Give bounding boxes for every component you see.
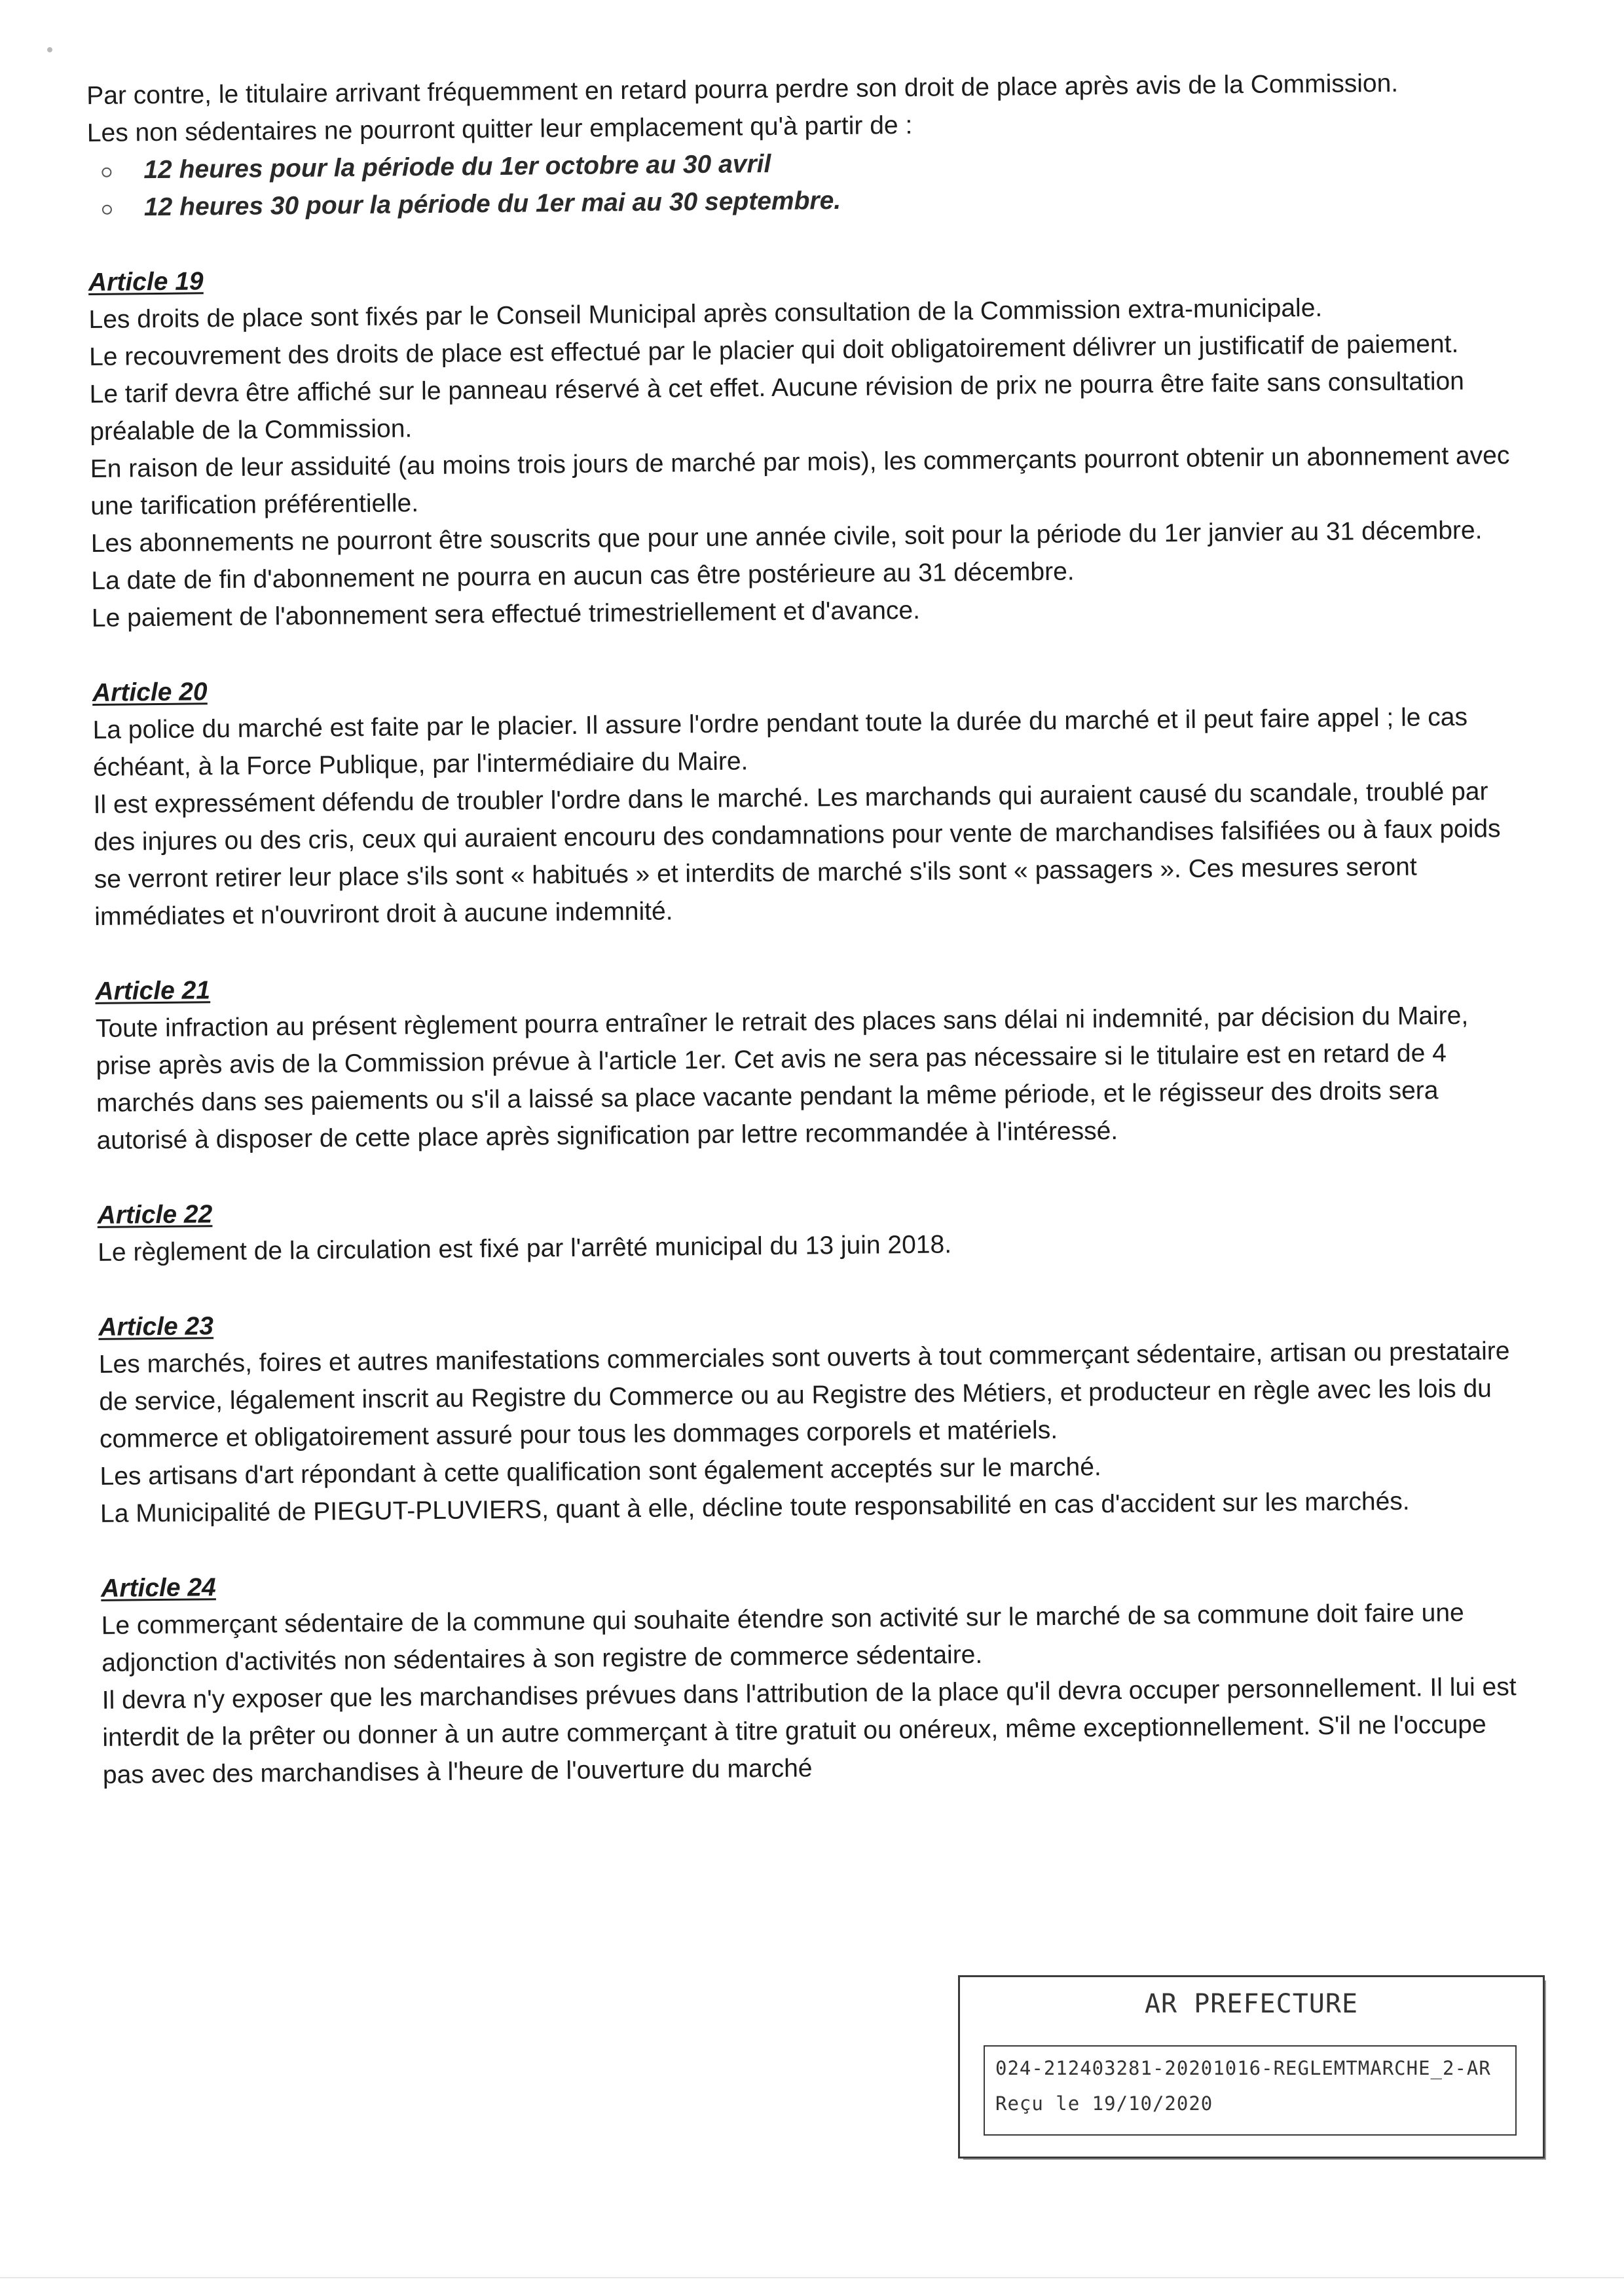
stamp-received-date: Reçu le 19/10/2020 [995,2092,1213,2115]
article-paragraph: Il est expressément défendu de troubler l'ordre dans le marché. Les marchands qui auraient causé du scandale, troublé par des injures ou des cris, ceux qui auraient encouru des condamnations pour vente de marchandises falsifiées ou à faux poids se verront retirer leur place s'ils sont « habitués » et interdits de marché s'ils sont « passagers ». Ces mesures seront immédiates et n'ouvriront droit à aucune indemnité. [93,777,1501,931]
prefecture-stamp [958,1975,1545,2159]
article-paragraph: La Municipalité de PIEGUT-PLUVIERS, quant à elle, décline toute responsabilité en cas d'accident sur les marchés. [100,1487,1410,1528]
article-paragraph: Il devra n'y exposer que les marchandises prévues dans l'attribution de la place qu'il devra occuper personnellement. Il lui est interdit de la prêter ou donner à un autre commerçant à titre gratuit ou onéreux, même exceptionnellement. S'il ne l'occupe pas avec des marchandises à l'heure de l'ouverture du marché [101,1673,1517,1789]
list-item: 12 heures pour la période du 1er octobre au 30 avril [143,138,1508,189]
stamp-title: AR PREFECTURE [1144,1989,1359,2019]
article-19 [88,250,1513,637]
article-paragraph: En raison de leur assiduité (au moins trois jours de marché par mois), les commerçants pourront obtenir un abonnement avec une tarification préférentielle. [90,441,1510,520]
article-20 [92,661,1516,936]
article-23 [98,1295,1521,1533]
stamp-reference: 024-212403281-20201016-REGLEMTMARCHE_2-AR [995,2057,1491,2079]
article-24 [101,1556,1524,1794]
scan-speck [47,47,52,52]
list-item: 12 heures 30 pour la période du 1er mai au 30 septembre. [144,175,1509,226]
intro-paragraph-1: Par contre, le titulaire arrivant fréquemment en retard pourra perdre son droit de place après avis de la Commission. [86,69,1399,110]
article-paragraph: Le commerçant sédentaire de la commune qui souhaite étendre son activité sur le marché de sa commune doit faire une adjonction d'activités non sédentaires à son registre de commerce sédentaire. [101,1598,1464,1677]
scan-edge-line [0,2277,1624,2278]
article-heading: Article 19 [88,267,204,297]
article-paragraph: Toute infraction au présent règlement pourra entraîner le retrait des places sans délai ni indemnité, par décision du Maire, prise après avis de la Commission prévue à l'article 1er. Cet avis ne sera pas nécessaire si le titulaire est en retard de 4 marchés dans ses paiements ou s'il a laissé sa place vacante pendant la même période, et le régisseur des droits sera autorisé à disposer de cette place après signification par lettre recommandée à l'intéressé. [95,1001,1469,1155]
article-paragraph: Les marchés, foires et autres manifestations commerciales sont ouverts à tout commerçant sédentaire, artisan ou prestataire de service, légalement inscrit au Registre du Commerce ou au Registre des Métiers, et producteur en règle avec les lois du commerce et obligatoirement assuré pour tous les dommages corporels et matériels. [98,1337,1510,1453]
article-paragraph: Le règlement de la circulation est fixé par l'arrêté municipal du 13 juin 2018. [98,1230,952,1267]
article-heading: Article 24 [100,1573,216,1603]
article-paragraph: La police du marché est faite par le placier. Il assure l'ordre pendant toute la durée du marché et il peut faire appel ; le cas échéant, à la Force Publique, par l'intermédiaire du Maire. [92,702,1468,782]
article-paragraph: Les abonnements ne pourront être souscrits que pour une année civile, soit pour la période du 1er janvier au 31 décembre. La date de fin d'abonnement ne pourra en aucun cas être postérieure au 31 décembre. [90,516,1483,595]
article-paragraph: Les artisans d'art répondant à cette qualification sont également acceptés sur le marché. [100,1453,1101,1491]
document-body [86,64,1524,1794]
article-heading: Article 21 [95,976,211,1006]
article-heading: Article 20 [92,678,208,707]
article-paragraph: Les droits de place sont fixés par le Conseil Municipal après consultation de la Commission extra-municipale. [88,293,1323,334]
article-heading: Article 23 [98,1312,214,1341]
article-heading: Article 22 [97,1200,213,1230]
article-paragraph: Le tarif devra être affiché sur le panneau réservé à cet effet. Aucune révision de prix ne pourra être faite sans consultation préalable de la Commission. [89,367,1465,446]
article-paragraph: Le paiement de l'abonnement sera effectué trimestriellement et d'avance. [91,596,921,632]
article-paragraph: Le recouvrement des droits de place est effectué par le placier qui doit obligatoirement délivrer un justificatif de paiement. [88,329,1459,371]
hours-list [87,138,1509,227]
intro-paragraph-2: Les non sédentaires ne pourront quitter leur emplacement qu'à partir de : [86,111,913,147]
article-21 [95,959,1518,1159]
article-22 [97,1183,1519,1271]
stamp-reference-box [984,2045,1517,2136]
